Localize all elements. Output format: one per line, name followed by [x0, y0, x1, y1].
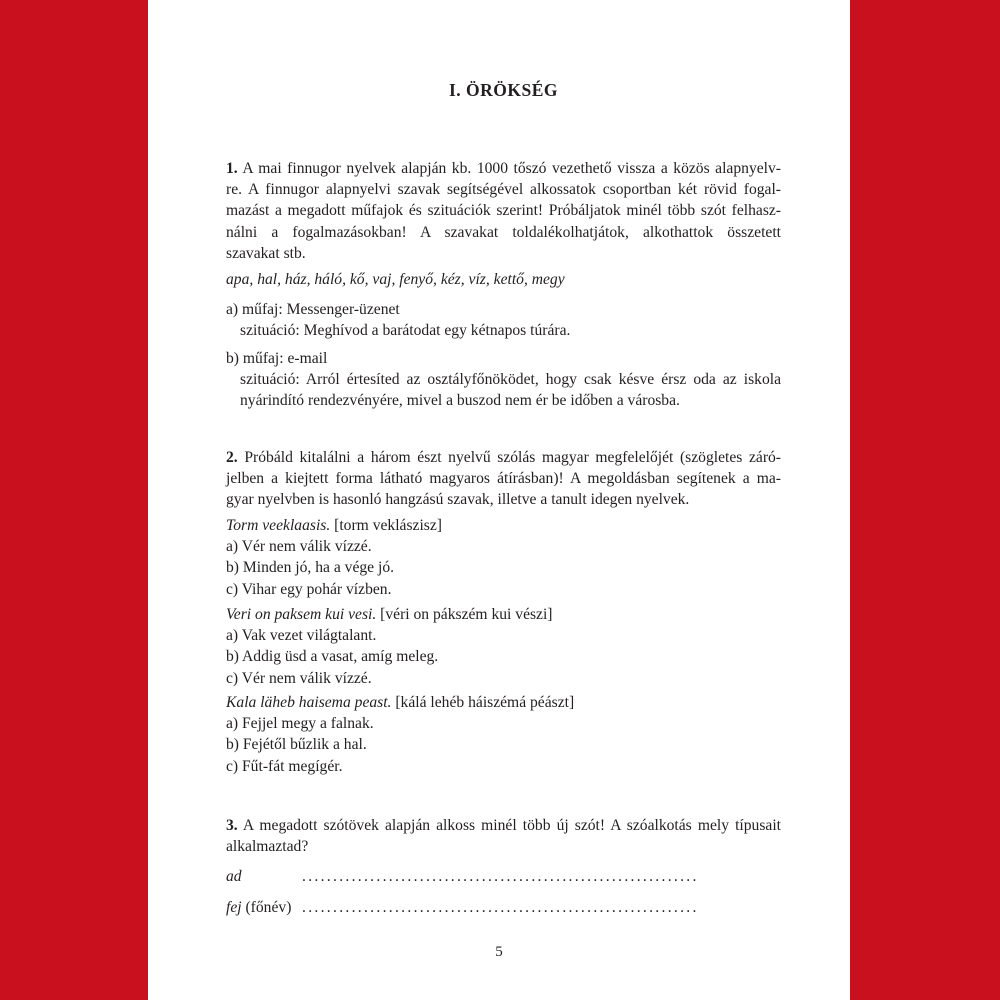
proverb-2-pronunciation: [véri on pákszém kui vészi]: [376, 606, 553, 623]
task-2-number: 2.: [226, 449, 238, 466]
answer-row-ad-word: ad: [226, 868, 242, 885]
task-1-line-4: nálni a fogalmazásokban! A szavakat toldalékolhatjátok, alkothattok összetett: [226, 223, 781, 241]
answer-line-fej[interactable]: ................................................................: [302, 899, 699, 916]
part-b-situation-line-1: szituáció: Arról értesíted az osztályfőnöködet, hogy csak késve érsz oda az iskola: [240, 371, 781, 389]
answer-row-ad: [226, 866, 781, 887]
task-3-line-2: alkalmaztad?: [226, 838, 309, 856]
proverb-3-option-b: b) Fejétől bűzlik a hal.: [226, 736, 367, 754]
proverb-3: [226, 692, 781, 777]
part-b-genre: b) műfaj: e-mail: [226, 350, 328, 367]
chapter-title: I. ÖRÖKSÉG: [448, 80, 559, 100]
proverb-3-option-a: a) Fejjel megy a falnak.: [226, 715, 374, 733]
task-3: [226, 815, 781, 857]
book-page: [148, 0, 850, 1000]
proverb-2-option-b: b) Addig üsd a vasat, amíg meleg.: [226, 648, 439, 666]
proverb-1-option-a: a) Vér nem válik vízzé.: [226, 538, 372, 556]
task-1-part-b: [226, 348, 781, 412]
task-1-part-a: [226, 299, 781, 341]
task-1-line-2: re. A finnugor alapnyelvi szavak segítségével alkossatok csoportban két rövid fogal-: [226, 181, 781, 199]
task-2: [226, 447, 781, 511]
part-a-situation: szituáció: Meghívod a barátodat egy kétnapos túrára.: [240, 322, 571, 340]
proverb-3-option-c: c) Fűt-fát megígér.: [226, 757, 343, 775]
proverb-2-estonian: Veri on paksem kui vesi.: [226, 606, 377, 623]
proverb-1-heading: [226, 515, 781, 536]
proverb-1-option-b: b) Minden jó, ha a vége jó.: [226, 559, 395, 577]
proverb-2-option-c: c) Vér nem válik vízzé.: [226, 669, 372, 687]
task-1: [226, 158, 781, 264]
proverb-2: [226, 604, 781, 689]
answer-row-fej: [226, 897, 781, 918]
proverb-3-pronunciation: [kálá lehéb háiszémá péászt]: [391, 694, 575, 711]
proverb-3-estonian: Kala läheb haisema peast.: [226, 694, 392, 711]
finno-ugric-word-list: apa, hal, ház, háló, kő, vaj, fenyő, kéz, víz, kettő, megy: [226, 271, 565, 288]
task-1-line-5: szavakat stb.: [226, 244, 306, 262]
task-2-line-3: gyar nyelvben is hasonló hangzású szavak, illetve a tanult idegen nyelvek.: [226, 491, 690, 509]
page-number: 5: [495, 944, 503, 960]
part-b-situation-line-2: nyárindító rendezvényére, mivel a buszod nem ér be időben a városba.: [240, 392, 680, 410]
answer-row-fej-label: [226, 897, 302, 918]
task-2-line-1: 2. Próbáld kitalálni a három észt nyelvű szólás magyar megfelelőjét (szögletes záró-: [226, 449, 781, 466]
answer-line-ad[interactable]: ................................................................: [302, 868, 699, 885]
proverb-1-estonian: Torm veeklaasis.: [226, 517, 331, 534]
proverb-2-option-a: a) Vak vezet világtalant.: [226, 627, 377, 645]
proverb-3-heading: [226, 692, 781, 713]
task-1-line-1: 1. A mai finnugor nyelvek alapján kb. 1000 tőszó vezethető vissza a közös alapnyelv-: [226, 160, 781, 177]
proverb-1-pronunciation: [torm veklászisz]: [330, 517, 442, 534]
answer-row-fej-note: (főnév): [241, 899, 292, 916]
answer-row-fej-word: fej: [226, 899, 242, 916]
proverb-2-heading: [226, 604, 781, 625]
task-1-number: 1.: [226, 160, 238, 177]
task-3-line-1: 3. A megadott szótövek alapján alkoss minél több új szót! A szóalkotás mely típusait: [226, 817, 781, 834]
task-3-number: 3.: [226, 817, 238, 834]
proverb-1-option-c: c) Vihar egy pohár vízben.: [226, 580, 392, 598]
proverb-1: [226, 515, 781, 600]
task-2-line-2: jelben a kiejtett forma látható magyaros átírásban)! A megoldásban segítenek a ma-: [226, 470, 781, 488]
part-a-genre: a) műfaj: Messenger-üzenet: [226, 301, 400, 318]
task-1-line-3: mazást a megadott műfajok és szituációk szerint! Próbáljatok minél több szót felhasz-: [226, 202, 781, 220]
